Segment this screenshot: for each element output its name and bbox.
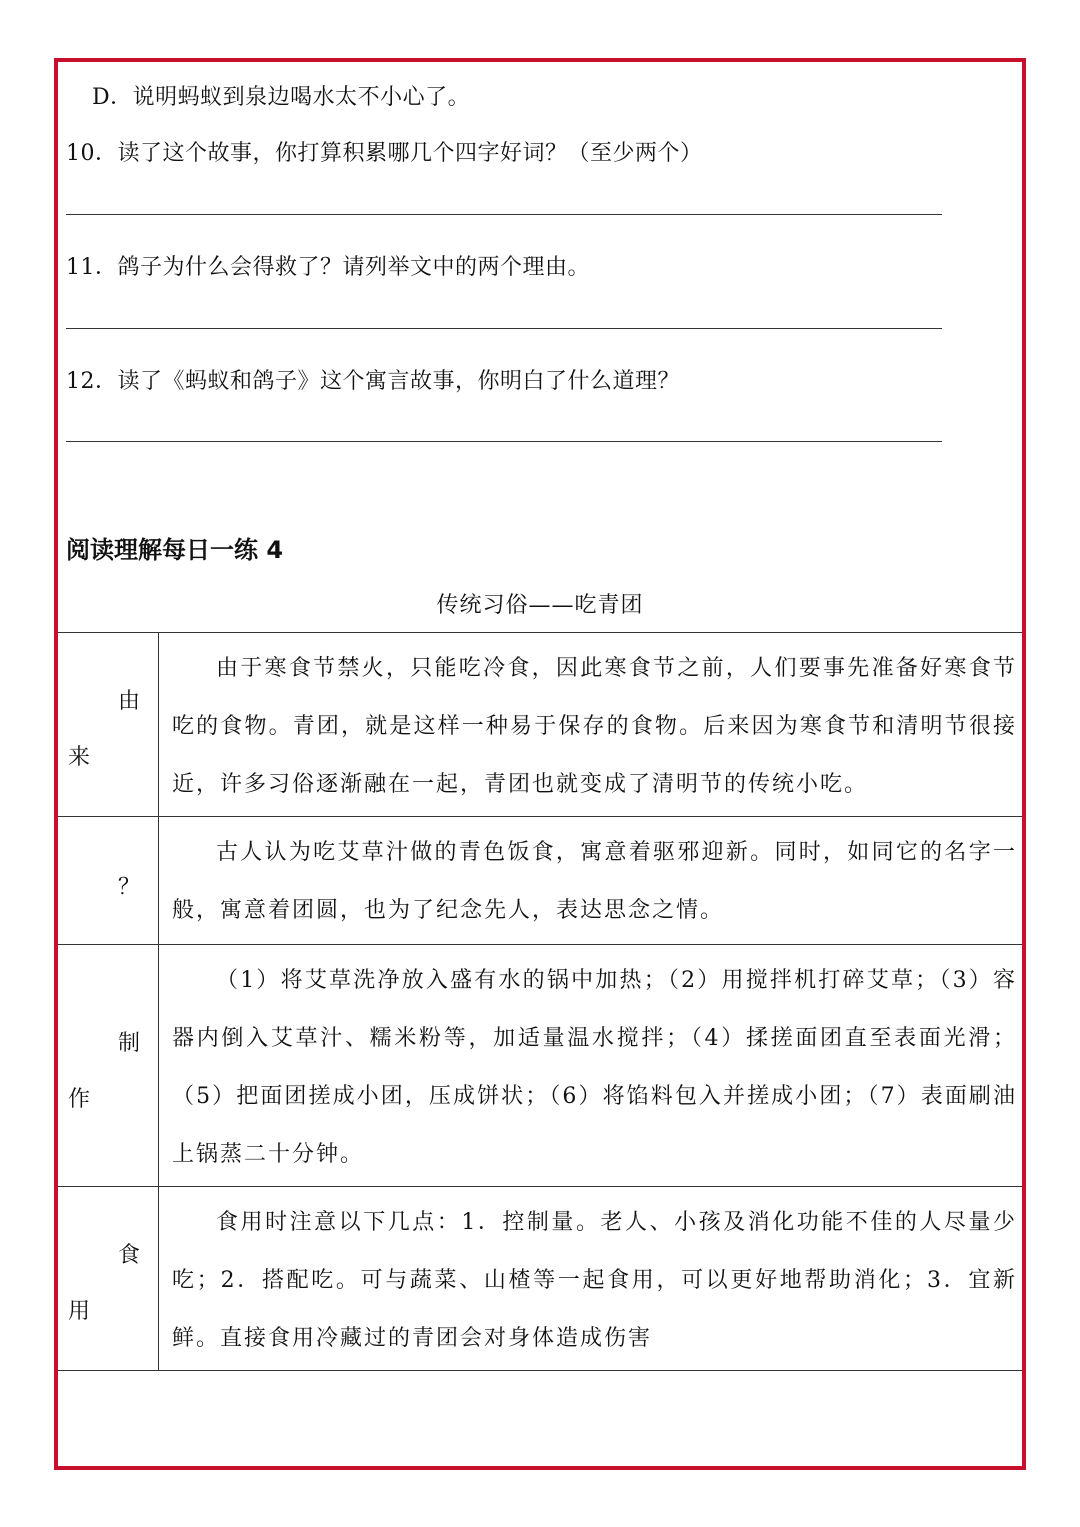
- answer-line-10[interactable]: [66, 214, 942, 215]
- article-title: 传统习俗——吃青团: [436, 593, 644, 618]
- row-text-meaning: 古人认为吃艾草汁做的青色饭食，寓意着驱邪迎新。同时，如同它的名字一般，寓意着团圆，也为了纪念先人，表达思念之情。: [172, 840, 1017, 923]
- row-text-making: （1）将艾草洗净放入盛有水的锅中加热；（2）用搅拌机打碎艾草；（3）容器内倒入艾草汁、糯米粉等，加适量温水搅拌；（4）揉搓面团直至表面光滑；（5）把面团搓成小团，压成饼状；（6）将馅料包入并搓成小团；（7）表面刷油上锅蒸二十分钟。: [172, 968, 1017, 1167]
- row-label-eating-top: 食: [118, 1243, 141, 1268]
- table-column-divider: [158, 632, 159, 1370]
- table-divider: [58, 816, 1022, 817]
- table-divider: [58, 944, 1022, 945]
- question-11: 11．鸽子为什么会得救了？请列举文中的两个理由。: [66, 255, 590, 280]
- table-bottom-border: [58, 1370, 1022, 1371]
- row-label-making-bottom: 作: [68, 1087, 91, 1112]
- question-12: 12．读了《蚂蚁和鸽子》这个寓言故事，你明白了什么道理？: [66, 369, 680, 394]
- answer-line-11[interactable]: [66, 328, 942, 329]
- row-label-making-top: 制: [118, 1031, 141, 1056]
- section-title: 阅读理解每日一练 4: [66, 536, 284, 564]
- table-top-border: [58, 632, 1022, 633]
- row-text-origin: 由于寒食节禁火，只能吃冷食，因此寒食节之前，人们要事先准备好寒食节吃的食物。青团，就是这样一种易于保存的食物。后来因为寒食节和清明节很接近，许多习俗逐渐融在一起，青团也就变成了清明节的传统小吃。: [172, 656, 1017, 797]
- question-9-option-d: D．说明蚂蚁到泉边喝水太不小心了。: [92, 85, 471, 110]
- row-label-origin-top: 由: [118, 689, 141, 714]
- answer-line-12[interactable]: [66, 441, 942, 442]
- table-divider: [58, 1186, 1022, 1187]
- row-label-meaning: ？: [118, 875, 141, 900]
- row-text-eating: 食用时注意以下几点：1．控制量。老人、小孩及消化功能不佳的人尽量少吃；2．搭配吃。可与蔬菜、山楂等一起食用，可以更好地帮助消化；3．宜新鲜。直接食用冷藏过的青团会对身体造成伤害: [172, 1210, 1017, 1351]
- row-label-eating-bottom: 用: [68, 1299, 91, 1324]
- question-10: 10．读了这个故事，你打算积累哪几个四字好词？（至少两个）: [66, 141, 703, 166]
- row-label-origin-bottom: 来: [68, 745, 91, 770]
